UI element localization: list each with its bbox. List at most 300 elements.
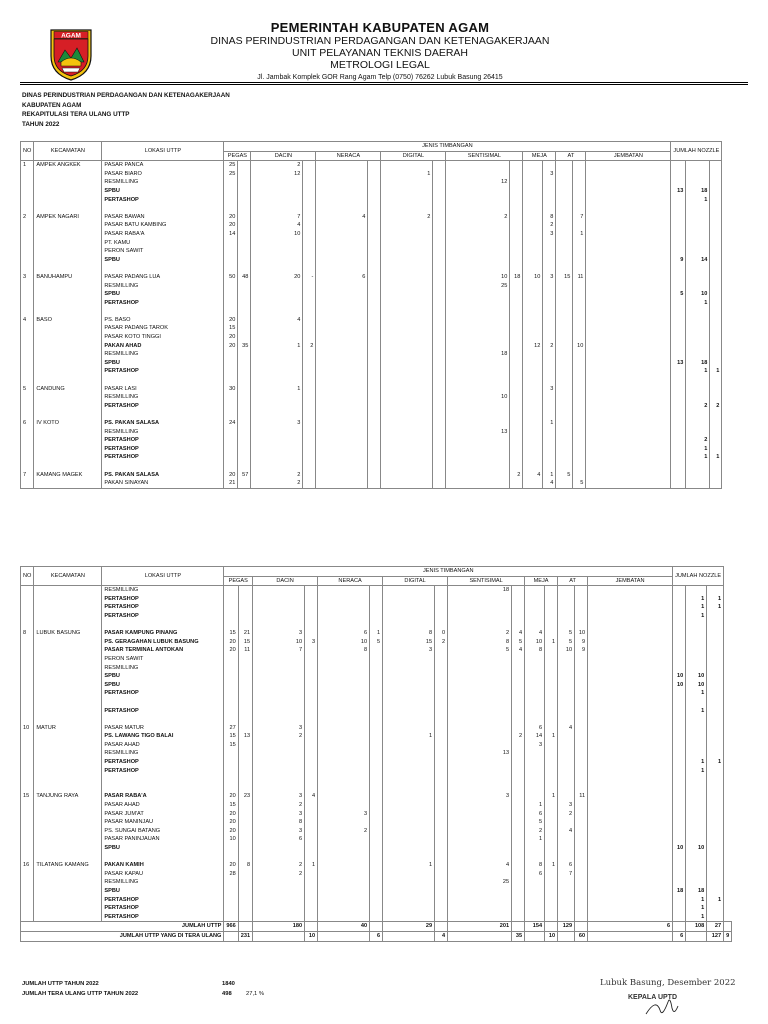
cell-digital-2 [433, 333, 446, 342]
table-row [21, 638, 732, 647]
cell-digital [381, 161, 433, 170]
cell-meja [525, 878, 545, 887]
cell-jembatan [586, 333, 671, 342]
cell-lokasi: PASAR TERMINAL ANTOKAN [102, 646, 224, 655]
cell-neraca: 6 [318, 629, 370, 638]
cell-at-2 [573, 204, 586, 213]
table-row [21, 204, 722, 213]
cell-pegas-2 [238, 445, 251, 454]
cell-sentisimal-2 [512, 586, 525, 595]
totals-cell-at [558, 931, 575, 941]
cell-meja [525, 767, 545, 776]
cell-pegas: 15 [224, 629, 238, 638]
cell-meja [523, 282, 543, 291]
cell-nozzle-spbu [673, 603, 686, 612]
cell-kecamatan [34, 595, 102, 604]
cell-sentisimal [448, 681, 512, 690]
cell-nozzle-total: 2 [686, 436, 710, 445]
cell-neraca [318, 861, 370, 870]
cell-nozzle-pertashop [710, 410, 722, 419]
cell-no [21, 818, 34, 827]
cell-meja-2 [543, 264, 556, 273]
cell-at-2 [573, 385, 586, 394]
cell-at [556, 453, 573, 462]
cell-meja-2 [545, 629, 558, 638]
cell-neraca-2 [370, 767, 383, 776]
cell-digital-2 [433, 324, 446, 333]
cell-no [21, 904, 34, 913]
cell-lokasi: PERTASHOP [102, 689, 224, 698]
cell-sentisimal-2 [512, 818, 525, 827]
cell-jembatan [586, 170, 671, 179]
cell-nozzle-total [686, 376, 710, 385]
cell-sentisimal [448, 724, 512, 733]
totals-cell-undefined [724, 922, 732, 932]
cell-dacin-2 [305, 878, 318, 887]
cell-digital [381, 316, 433, 325]
cell-jembatan [588, 904, 673, 913]
cell-meja [523, 333, 543, 342]
cell-digital: 3 [383, 646, 435, 655]
cell-neraca [318, 603, 370, 612]
table-row [21, 230, 722, 239]
cell-dacin [253, 707, 305, 716]
cell-no [21, 376, 34, 385]
totals-cell-nozzle-pertashop: 27 [707, 922, 724, 932]
cell-sentisimal [446, 367, 510, 376]
cell-no: 3 [21, 273, 34, 282]
cell-meja-2: 3 [543, 385, 556, 394]
table-row [21, 896, 732, 905]
table-row [21, 436, 722, 445]
cell-pegas: 15 [224, 801, 238, 810]
cell-sentisimal-2 [512, 612, 525, 621]
col-meja: MEJA [523, 151, 556, 161]
cell-meja-2 [545, 595, 558, 604]
cell-dacin [251, 393, 303, 402]
cell-no [21, 810, 34, 819]
cell-digital-2 [433, 445, 446, 454]
cell-lokasi: PASAR PANINJAUAN [102, 835, 224, 844]
cell-pegas-2: 23 [238, 792, 252, 801]
cell-nozzle-spbu [673, 741, 686, 750]
cell-at [558, 707, 575, 716]
cell-sentisimal [448, 621, 512, 630]
cell-neraca [318, 853, 370, 862]
cell-meja [523, 161, 543, 170]
cell-digital-2 [433, 230, 446, 239]
col-digital: DIGITAL [383, 576, 448, 586]
cell-lokasi: PERTASHOP [102, 896, 224, 905]
table-row [21, 428, 722, 437]
cell-neraca-2 [370, 810, 383, 819]
cell-neraca-2 [370, 646, 383, 655]
cell-pegas [224, 758, 238, 767]
cell-pegas-2 [238, 844, 252, 853]
letterhead-department: DINAS PERINDUSTRIAN PERDAGANGAN DAN KETENAGAKERJAAN [210, 35, 550, 47]
table-row [21, 664, 732, 673]
cell-neraca: 2 [318, 827, 370, 836]
cell-meja [525, 698, 545, 707]
cell-nozzle-total: 10 [686, 844, 707, 853]
totals-cell-sentisimal [448, 931, 512, 941]
table-row [21, 853, 732, 862]
table-row [21, 629, 732, 638]
cell-dacin-2 [305, 810, 318, 819]
cell-nozzle-total: 10 [686, 672, 707, 681]
cell-nozzle-total [686, 664, 707, 673]
cell-jembatan [586, 479, 671, 488]
cell-lokasi: RESMILLING [102, 178, 224, 187]
cell-dacin-2 [305, 707, 318, 716]
cell-digital [381, 196, 433, 205]
cell-sentisimal: 5 [448, 646, 512, 655]
cell-digital-2 [433, 453, 446, 462]
cell-kecamatan [34, 853, 102, 862]
cell-at [558, 681, 575, 690]
cell-dacin: 3 [253, 792, 305, 801]
cell-dacin [251, 290, 303, 299]
cell-at [558, 621, 575, 630]
table-row [21, 187, 722, 196]
cell-lokasi: RESMILLING [102, 282, 224, 291]
cell-kecamatan [34, 689, 102, 698]
cell-sentisimal-2 [512, 784, 525, 793]
cell-nozzle-spbu [673, 749, 686, 758]
cell-sentisimal-2 [512, 904, 525, 913]
cell-kecamatan [34, 767, 102, 776]
cell-jembatan [588, 621, 673, 630]
cell-sentisimal [446, 307, 510, 316]
cell-sentisimal-2 [510, 213, 523, 222]
cell-at [556, 299, 573, 308]
cell-digital: 2 [381, 213, 433, 222]
cell-pegas [224, 896, 238, 905]
cell-digital [381, 247, 433, 256]
cell-at [556, 230, 573, 239]
cell-nozzle-spbu [673, 853, 686, 862]
cell-dacin [251, 178, 303, 187]
cell-jembatan [586, 462, 671, 471]
totals-cell-sentisimal-2: 35 [512, 931, 525, 941]
cell-nozzle-spbu [673, 646, 686, 655]
cell-neraca [318, 818, 370, 827]
cell-neraca [316, 282, 368, 291]
cell-pegas: 20 [224, 221, 238, 230]
cell-pegas-2 [238, 904, 252, 913]
cell-at-2: 9 [575, 646, 588, 655]
cell-digital [383, 853, 435, 862]
cell-neraca [316, 410, 368, 419]
recap-table-page1-body [21, 161, 722, 489]
cell-digital [381, 221, 433, 230]
col-neraca: NERACA [316, 151, 381, 161]
cell-digital [383, 767, 435, 776]
cell-kecamatan [34, 896, 102, 905]
cell-nozzle-spbu [673, 870, 686, 879]
cell-nozzle-total [686, 741, 707, 750]
cell-nozzle-total [686, 342, 710, 351]
cell-neraca-2 [370, 672, 383, 681]
cell-neraca-2 [368, 161, 381, 170]
cell-digital: 1 [383, 732, 435, 741]
cell-nozzle-total [686, 350, 710, 359]
cell-jembatan [586, 299, 671, 308]
cell-neraca [316, 307, 368, 316]
cell-lokasi: PERTASHOP [102, 445, 224, 454]
cell-sentisimal [448, 904, 512, 913]
cell-meja-2 [543, 410, 556, 419]
cell-pegas: 15 [224, 732, 238, 741]
table-row [21, 462, 722, 471]
cell-jembatan [586, 436, 671, 445]
cell-neraca [316, 161, 368, 170]
cell-neraca-2 [368, 264, 381, 273]
cell-digital-2 [433, 299, 446, 308]
cell-no: 10 [21, 724, 34, 733]
cell-jembatan [586, 282, 671, 291]
cell-kecamatan [34, 913, 102, 922]
cell-dacin-2 [303, 436, 316, 445]
cell-lokasi: PERTASHOP [102, 595, 224, 604]
cell-digital-2 [435, 878, 448, 887]
cell-dacin [251, 428, 303, 437]
cell-at [556, 307, 573, 316]
cell-jembatan [588, 749, 673, 758]
cell-meja [523, 213, 543, 222]
cell-digital-2 [435, 775, 448, 784]
cell-nozzle-spbu [673, 638, 686, 647]
cell-sentisimal: 12 [446, 178, 510, 187]
cell-pegas [224, 698, 238, 707]
cell-pegas-2 [238, 913, 252, 922]
cell-nozzle-total: 10 [686, 290, 710, 299]
cell-digital-2 [435, 621, 448, 630]
cell-dacin [253, 698, 305, 707]
cell-digital [381, 419, 433, 428]
table-row [21, 861, 732, 870]
cell-nozzle-total [686, 410, 710, 419]
cell-nozzle-total [686, 170, 710, 179]
cell-digital-2 [435, 698, 448, 707]
cell-at-2 [575, 767, 588, 776]
cell-lokasi [102, 775, 224, 784]
cell-lokasi: PAKAN KAMIH [102, 861, 224, 870]
cell-jembatan [588, 818, 673, 827]
cell-digital-2 [433, 170, 446, 179]
cell-neraca [316, 453, 368, 462]
cell-kecamatan [34, 681, 102, 690]
cell-digital-2 [433, 213, 446, 222]
cell-neraca-2 [370, 887, 383, 896]
cell-digital-2 [435, 861, 448, 870]
cell-at-2 [575, 758, 588, 767]
cell-neraca-2 [368, 350, 381, 359]
col-at: AT [556, 151, 586, 161]
cell-dacin: 12 [251, 170, 303, 179]
cell-at-2 [575, 827, 588, 836]
cell-nozzle-spbu [671, 428, 686, 437]
cell-nozzle-total [686, 221, 710, 230]
cell-pegas [224, 299, 238, 308]
cell-pegas-2 [238, 724, 252, 733]
cell-jembatan [588, 689, 673, 698]
cell-neraca-2 [368, 230, 381, 239]
cell-neraca-2 [368, 428, 381, 437]
cell-sentisimal-2 [512, 870, 525, 879]
cell-at-2 [575, 689, 588, 698]
cell-no [21, 282, 34, 291]
cell-digital [383, 689, 435, 698]
cell-sentisimal [446, 453, 510, 462]
cell-lokasi: PERTASHOP [102, 453, 224, 462]
cell-at-2 [575, 621, 588, 630]
col-jembatan: JEMBATAN [588, 576, 673, 586]
signature-title: KEPALA UPTD [628, 994, 677, 1001]
cell-dacin-2 [305, 801, 318, 810]
cell-nozzle-total [686, 818, 707, 827]
cell-at: 10 [558, 646, 575, 655]
totals-cell-meja: 154 [525, 922, 545, 932]
cell-digital [381, 367, 433, 376]
cell-neraca: 4 [316, 213, 368, 222]
cell-sentisimal: 25 [446, 282, 510, 291]
cell-pegas [224, 436, 238, 445]
cell-digital-2 [435, 844, 448, 853]
cell-kecamatan [34, 299, 102, 308]
cell-jembatan [586, 196, 671, 205]
cell-pegas: 20 [224, 646, 238, 655]
cell-at-2 [575, 878, 588, 887]
cell-pegas-2 [238, 870, 252, 879]
cell-at-2 [573, 453, 586, 462]
cell-sentisimal-2 [510, 428, 523, 437]
cell-dacin [251, 324, 303, 333]
cell-nozzle-spbu [673, 878, 686, 887]
totals-cell-pegas-2 [238, 922, 252, 932]
col-sentisimal: SENTISIMAL [448, 576, 525, 586]
cell-digital-2 [433, 307, 446, 316]
cell-at-2 [573, 462, 586, 471]
cell-nozzle-total: 1 [686, 445, 710, 454]
cell-sentisimal [446, 479, 510, 488]
cell-digital [383, 655, 435, 664]
cell-neraca-2 [370, 689, 383, 698]
cell-dacin-2 [303, 410, 316, 419]
cell-meja [525, 621, 545, 630]
cell-pegas-2 [238, 359, 251, 368]
cell-sentisimal [446, 376, 510, 385]
cell-pegas-2 [238, 436, 251, 445]
cell-nozzle-total: 1 [686, 196, 710, 205]
cell-kecamatan [34, 887, 102, 896]
cell-nozzle-pertashop [707, 586, 724, 595]
cell-lokasi: SPBU [102, 290, 224, 299]
cell-meja-2 [545, 586, 558, 595]
cell-jembatan [588, 707, 673, 716]
cell-neraca-2 [370, 655, 383, 664]
cell-dacin-2 [305, 655, 318, 664]
cell-at: 6 [558, 861, 575, 870]
cell-nozzle-pertashop [710, 273, 722, 282]
cell-jembatan [588, 775, 673, 784]
cell-digital-2 [433, 178, 446, 187]
cell-lokasi: PASAR BATU KAMBING [102, 221, 224, 230]
table-row [21, 827, 732, 836]
cell-pegas-2 [238, 775, 252, 784]
cell-nozzle-total: 1 [686, 896, 707, 905]
cell-pegas [224, 767, 238, 776]
cell-meja [525, 586, 545, 595]
cell-pegas-2 [238, 367, 251, 376]
cell-meja [525, 689, 545, 698]
cell-sentisimal-2 [510, 350, 523, 359]
table-row [21, 299, 722, 308]
cell-neraca [316, 256, 368, 265]
cell-dacin [253, 715, 305, 724]
cell-at [556, 264, 573, 273]
totals-cell-dacin [253, 931, 305, 941]
cell-sentisimal: 25 [448, 878, 512, 887]
cell-pegas: 50 [224, 273, 238, 282]
cell-meja: 1 [525, 801, 545, 810]
cell-pegas-2 [238, 376, 251, 385]
cell-kecamatan [34, 732, 102, 741]
cell-digital [383, 827, 435, 836]
cell-nozzle-total [686, 810, 707, 819]
cell-pegas [224, 904, 238, 913]
cell-jembatan [588, 844, 673, 853]
cell-nozzle-spbu [673, 724, 686, 733]
cell-nozzle-spbu [671, 462, 686, 471]
table-row [21, 213, 722, 222]
cell-at-2 [573, 324, 586, 333]
cell-dacin-2 [305, 818, 318, 827]
cell-no [21, 436, 34, 445]
cell-kecamatan [34, 741, 102, 750]
cell-at-2 [573, 196, 586, 205]
cell-neraca-2 [368, 410, 381, 419]
col-jumlah-nozzle: JUMLAH NOZZLE [671, 142, 722, 161]
cell-meja-2 [545, 844, 558, 853]
cell-pegas [224, 402, 238, 411]
cell-kecamatan: IV KOTO [34, 419, 102, 428]
cell-meja-2: 1 [545, 792, 558, 801]
cell-neraca [316, 359, 368, 368]
cell-kecamatan [34, 264, 102, 273]
cell-pegas-2 [238, 767, 252, 776]
cell-at: 5 [556, 471, 573, 480]
cell-nozzle-total [686, 586, 707, 595]
letterhead-rule-thick [20, 82, 748, 83]
cell-at [558, 767, 575, 776]
cell-jembatan [588, 715, 673, 724]
cell-dacin-2: 1 [305, 861, 318, 870]
cell-pegas-2 [238, 161, 251, 170]
cell-neraca [318, 870, 370, 879]
cell-digital [381, 436, 433, 445]
cell-neraca-2 [370, 758, 383, 767]
cell-meja [523, 359, 543, 368]
cell-pegas [224, 844, 238, 853]
cell-digital-2 [433, 479, 446, 488]
cell-meja [523, 385, 543, 394]
cell-sentisimal-2 [512, 681, 525, 690]
cell-no [21, 896, 34, 905]
cell-pegas-2: 21 [238, 629, 252, 638]
cell-pegas [224, 359, 238, 368]
cell-nozzle-pertashop [710, 221, 722, 230]
